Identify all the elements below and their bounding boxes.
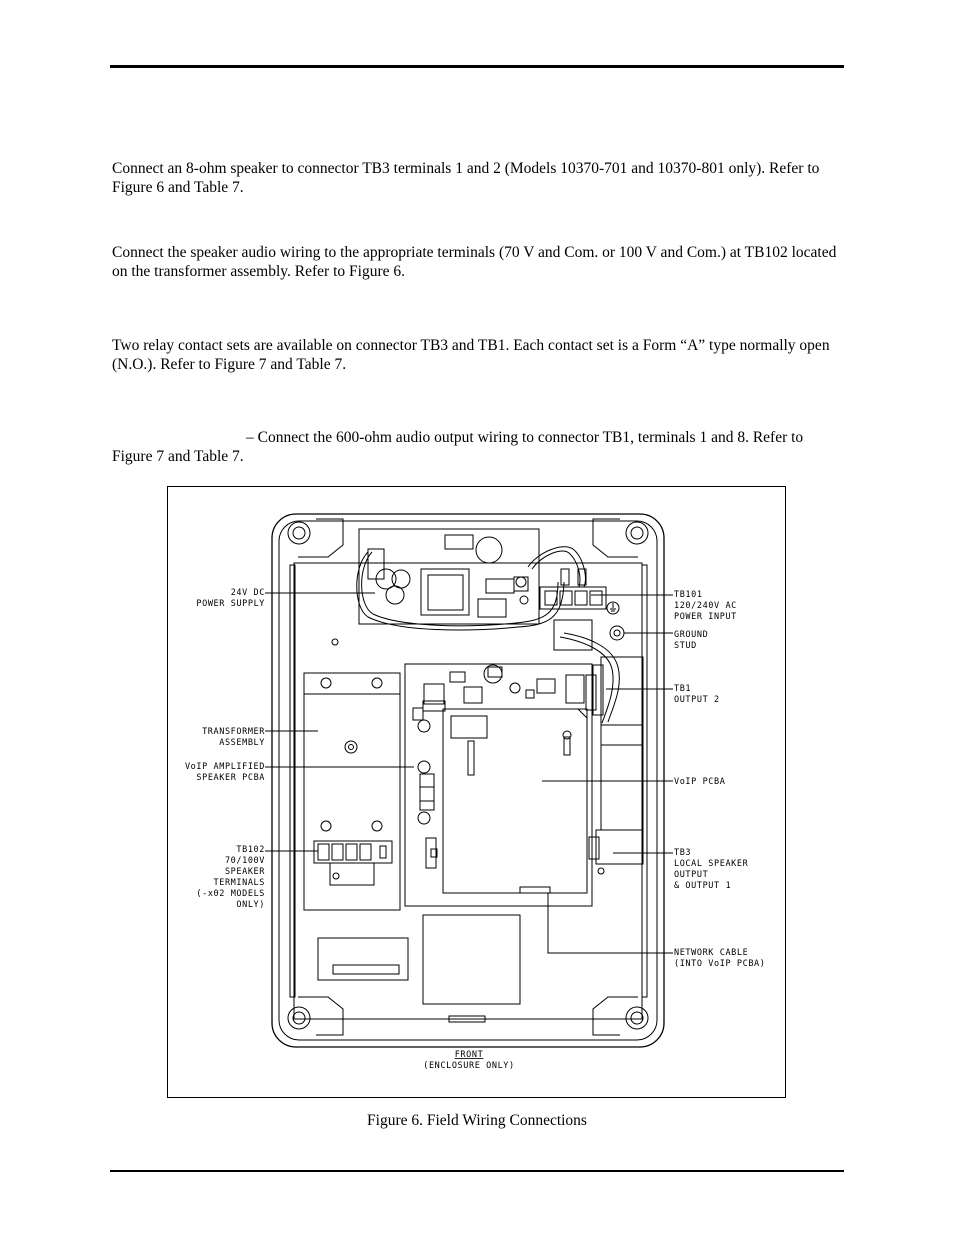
label-front: FRONT [454, 1050, 484, 1060]
label-tb101-line3: POWER INPUT [674, 612, 737, 622]
label-tb3-line4: & OUTPUT 1 [674, 881, 732, 891]
label-tb101-line1: TB101 [674, 590, 703, 600]
label-psu-line1: 24V DC [230, 588, 265, 598]
label-tb1-line1: TB1 [674, 684, 692, 694]
label-tb102-line4: TERMINALS [213, 878, 265, 888]
label-network-line2: (INTO VoIP PCBA) [674, 959, 766, 969]
label-tb3-line3: OUTPUT [674, 870, 709, 880]
paragraph-audio-output: – Connect the 600-ohm audio output wiring to connector TB1, terminals 1 and 8. Refer to Figure 7 and Table 7. [112, 429, 804, 465]
label-tb1-line2: OUTPUT 2 [674, 695, 720, 705]
label-tb102-line2: 70/100V [224, 856, 265, 866]
header-rule [110, 65, 844, 68]
paragraph-relay-contacts: Two relay contact sets are available on connector TB3 and TB1. Each contact set is a Form “A” type normally open (N.O.). Refer to Figure 7 and Table 7. [112, 337, 830, 373]
label-enclosure-only: (ENCLOSURE ONLY) [423, 1061, 515, 1071]
label-ground-line2: STUD [674, 641, 697, 651]
label-tb3-line2: LOCAL SPEAKER [674, 859, 749, 869]
label-transformer-line2: ASSEMBLY [219, 738, 265, 748]
footer-rule [110, 1170, 844, 1172]
paragraph-speaker-8ohm: Connect an 8-ohm speaker to connector TB3 terminals 1 and 2 (Models 10370-701 and 10370-801 only). Refer to Figure 6 and Table 7. [112, 160, 820, 196]
label-tb102-line3: SPEAKER [224, 867, 265, 877]
paragraph-speaker-70-100v: Connect the speaker audio wiring to the appropriate terminals (70 V and Com. or 100 V and Com.) at TB102 located on the transformer assembly. Refer to Figure 6. [112, 244, 837, 280]
label-tb101-line2: 120/240V AC [674, 601, 737, 611]
label-network-line1: NETWORK CABLE [674, 948, 749, 958]
label-tb3-line1: TB3 [674, 848, 692, 858]
label-voip-amp-line1: VoIP AMPLIFIED [184, 762, 265, 772]
label-tb102-line6: ONLY) [236, 900, 265, 910]
label-transformer-line1: TRANSFORMER [202, 727, 265, 737]
figure-6-frame [167, 486, 786, 1098]
figure-caption: Figure 6. Field Wiring Connections [367, 1112, 587, 1129]
label-tb102-line5: (-x02 MODELS [196, 889, 265, 899]
label-psu-line2: POWER SUPPLY [196, 599, 265, 609]
label-tb102-line1: TB102 [236, 845, 265, 855]
field-wiring-diagram [168, 487, 787, 1099]
label-voip-pcba: VoIP PCBA [674, 777, 726, 787]
label-voip-amp-line2: SPEAKER PCBA [196, 773, 265, 783]
label-ground-line1: GROUND [674, 630, 709, 640]
